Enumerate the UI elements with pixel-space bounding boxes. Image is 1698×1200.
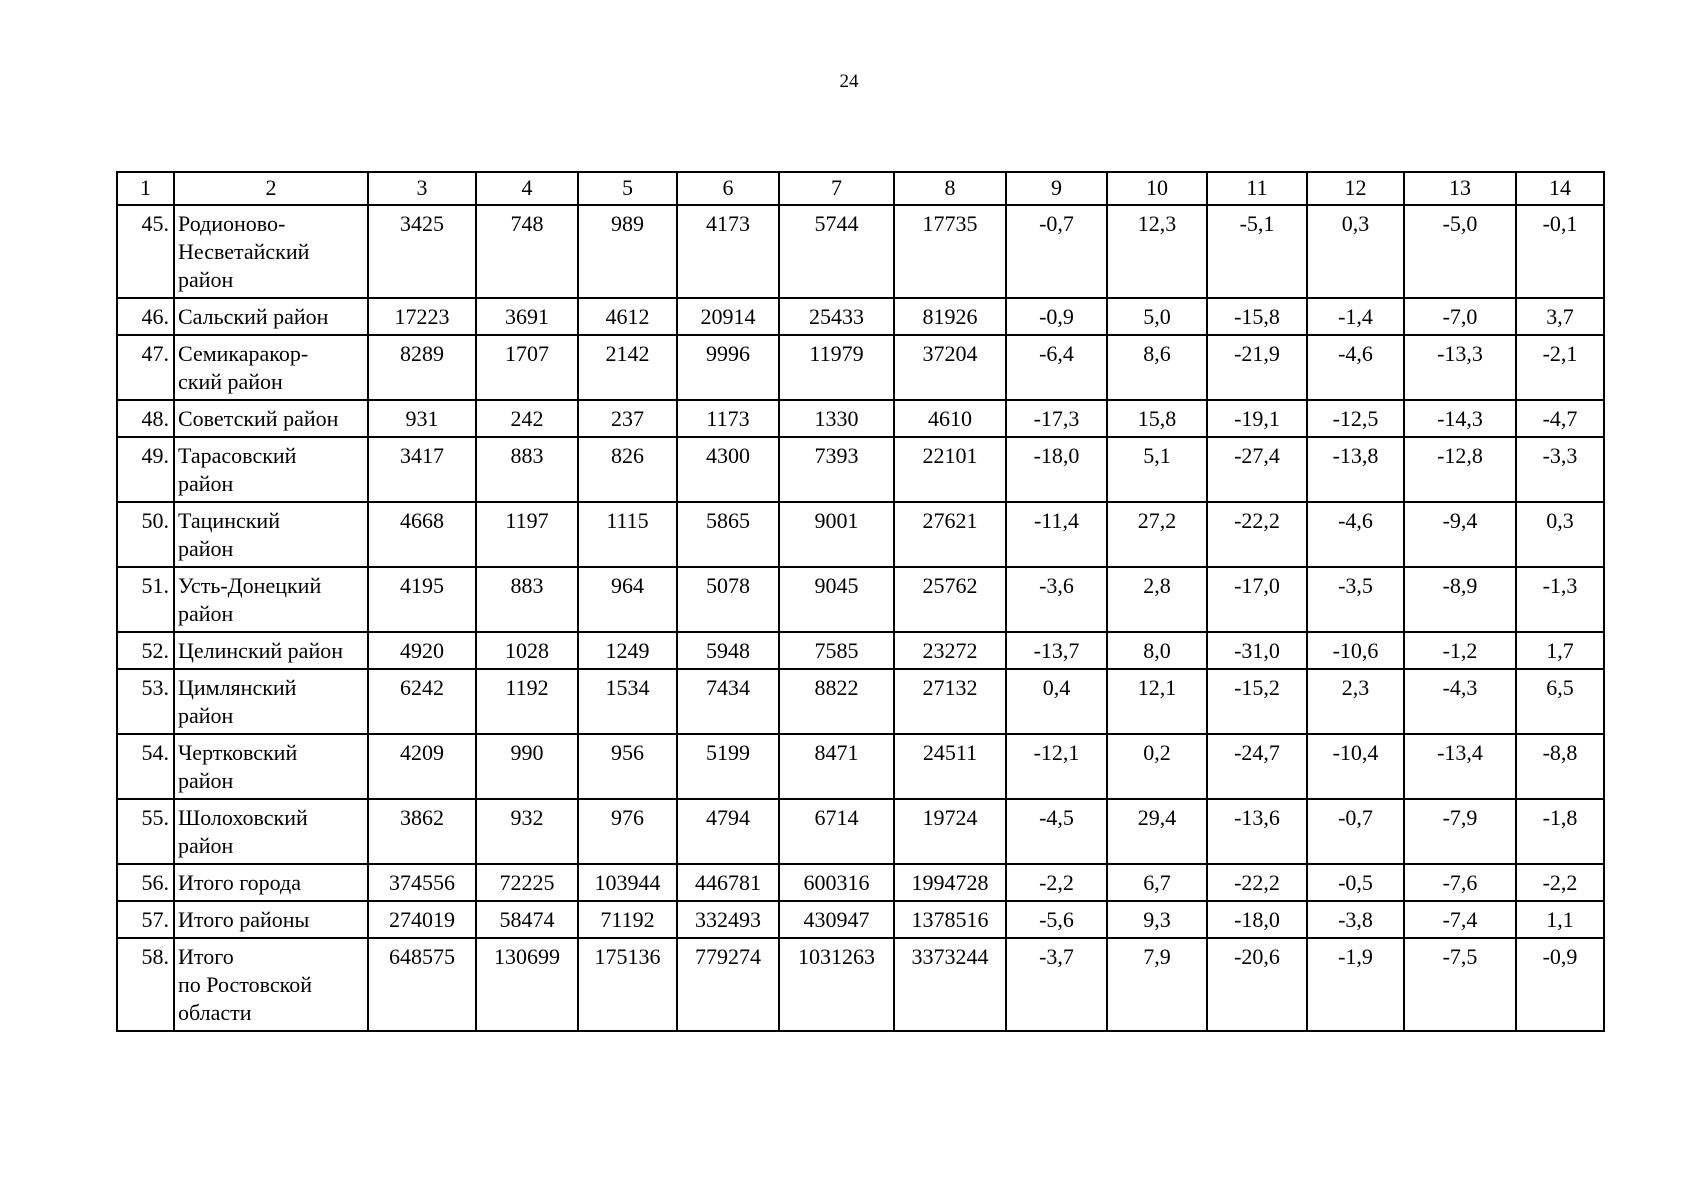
column-header: 14 <box>1516 172 1604 205</box>
value-cell: 1031263 <box>779 938 894 1031</box>
value-cell: 27132 <box>894 669 1006 734</box>
value-cell: 430947 <box>779 901 894 938</box>
value-cell: 1534 <box>578 669 677 734</box>
value-cell: -12,5 <box>1307 400 1404 437</box>
column-header: 5 <box>578 172 677 205</box>
value-cell: -21,9 <box>1207 335 1307 400</box>
value-cell: -5,1 <box>1207 205 1307 298</box>
value-cell: 103944 <box>578 864 677 901</box>
district-name-line: район <box>178 833 234 858</box>
value-cell: -10,6 <box>1307 632 1404 669</box>
value-cell: 11979 <box>779 335 894 400</box>
table-row <box>117 335 1604 400</box>
value-cell: -12,8 <box>1404 437 1516 502</box>
row-number: 55. <box>117 799 174 864</box>
value-cell: -7,4 <box>1404 901 1516 938</box>
district-name-line: Родионово- <box>178 211 286 236</box>
value-cell: 5078 <box>677 567 779 632</box>
district-name-line: район <box>178 471 234 496</box>
column-header: 7 <box>779 172 894 205</box>
value-cell: -13,3 <box>1404 335 1516 400</box>
row-number: 50. <box>117 502 174 567</box>
value-cell: 989 <box>578 205 677 298</box>
district-name-line: Чертковский <box>178 740 298 765</box>
value-cell: 0,4 <box>1006 669 1107 734</box>
district-name-line: Итого районы <box>178 907 310 932</box>
row-number: 57. <box>117 901 174 938</box>
district-name-line: по Ростовской <box>178 972 312 997</box>
value-cell: 4612 <box>578 298 677 335</box>
value-cell: -4,5 <box>1006 799 1107 864</box>
district-name-line: Тацинский <box>178 508 280 533</box>
value-cell: 1707 <box>476 335 578 400</box>
district-name-cell <box>174 567 368 632</box>
value-cell: 6,7 <box>1107 864 1207 901</box>
value-cell: 242 <box>476 400 578 437</box>
district-name-cell <box>174 298 368 335</box>
column-header: 11 <box>1207 172 1307 205</box>
value-cell: 446781 <box>677 864 779 901</box>
district-name-line: Усть-Донецкий <box>178 573 322 598</box>
value-cell: -3,6 <box>1006 567 1107 632</box>
value-cell: -24,7 <box>1207 734 1307 799</box>
value-cell: 6714 <box>779 799 894 864</box>
value-cell: 8,0 <box>1107 632 1207 669</box>
district-name-line: Тарасовский <box>178 443 297 468</box>
value-cell: 4209 <box>368 734 476 799</box>
value-cell: -1,9 <box>1307 938 1404 1031</box>
district-name-cell <box>174 437 368 502</box>
district-name-cell <box>174 205 368 298</box>
value-cell: -22,2 <box>1207 502 1307 567</box>
value-cell: -4,7 <box>1516 400 1604 437</box>
row-number: 45. <box>117 205 174 298</box>
value-cell: 883 <box>476 437 578 502</box>
column-header: 13 <box>1404 172 1516 205</box>
value-cell: 0,2 <box>1107 734 1207 799</box>
value-cell: 37204 <box>894 335 1006 400</box>
value-cell: 5948 <box>677 632 779 669</box>
value-cell: 648575 <box>368 938 476 1031</box>
value-cell: 175136 <box>578 938 677 1031</box>
value-cell: -2,1 <box>1516 335 1604 400</box>
district-name-line: район <box>178 267 234 292</box>
district-name-line: район <box>178 536 234 561</box>
value-cell: -0,9 <box>1516 938 1604 1031</box>
header-row <box>117 172 1604 205</box>
value-cell: 990 <box>476 734 578 799</box>
value-cell: 5,0 <box>1107 298 1207 335</box>
value-cell: 12,1 <box>1107 669 1207 734</box>
value-cell: 0,3 <box>1516 502 1604 567</box>
value-cell: -13,6 <box>1207 799 1307 864</box>
value-cell: -5,6 <box>1006 901 1107 938</box>
value-cell: -27,4 <box>1207 437 1307 502</box>
value-cell: -1,8 <box>1516 799 1604 864</box>
row-number: 48. <box>117 400 174 437</box>
value-cell: 274019 <box>368 901 476 938</box>
value-cell: 4794 <box>677 799 779 864</box>
value-cell: 6,5 <box>1516 669 1604 734</box>
value-cell: 2,8 <box>1107 567 1207 632</box>
column-header: 8 <box>894 172 1006 205</box>
district-name-cell <box>174 335 368 400</box>
value-cell: 1994728 <box>894 864 1006 901</box>
value-cell: 3373244 <box>894 938 1006 1031</box>
value-cell: -0,7 <box>1006 205 1107 298</box>
value-cell: 7,9 <box>1107 938 1207 1031</box>
value-cell: 3417 <box>368 437 476 502</box>
value-cell: 976 <box>578 799 677 864</box>
value-cell: 27,2 <box>1107 502 1207 567</box>
value-cell: -3,5 <box>1307 567 1404 632</box>
value-cell: -8,9 <box>1404 567 1516 632</box>
row-number: 49. <box>117 437 174 502</box>
value-cell: -3,3 <box>1516 437 1604 502</box>
value-cell: 956 <box>578 734 677 799</box>
value-cell: 9996 <box>677 335 779 400</box>
table-row <box>117 864 1604 901</box>
value-cell: 2,3 <box>1307 669 1404 734</box>
value-cell: -4,3 <box>1404 669 1516 734</box>
value-cell: 12,3 <box>1107 205 1207 298</box>
row-number: 47. <box>117 335 174 400</box>
district-name-line: Целинский район <box>178 638 343 663</box>
value-cell: 9045 <box>779 567 894 632</box>
row-number: 46. <box>117 298 174 335</box>
value-cell: -15,8 <box>1207 298 1307 335</box>
value-cell: 20914 <box>677 298 779 335</box>
value-cell: 1,7 <box>1516 632 1604 669</box>
district-name-line: район <box>178 703 234 728</box>
value-cell: 58474 <box>476 901 578 938</box>
value-cell: -17,0 <box>1207 567 1307 632</box>
value-cell: -7,5 <box>1404 938 1516 1031</box>
table-row <box>117 502 1604 567</box>
column-header: 12 <box>1307 172 1404 205</box>
value-cell: 931 <box>368 400 476 437</box>
value-cell: 1,1 <box>1516 901 1604 938</box>
value-cell: 8289 <box>368 335 476 400</box>
value-cell: -8,8 <box>1516 734 1604 799</box>
value-cell: 600316 <box>779 864 894 901</box>
value-cell: 8,6 <box>1107 335 1207 400</box>
district-name-cell <box>174 400 368 437</box>
district-name-line: Несветайский <box>178 239 310 264</box>
value-cell: 332493 <box>677 901 779 938</box>
district-name-line: ский район <box>178 369 283 394</box>
table-row <box>117 632 1604 669</box>
value-cell: 964 <box>578 567 677 632</box>
value-cell: 374556 <box>368 864 476 901</box>
value-cell: 1249 <box>578 632 677 669</box>
value-cell: 1378516 <box>894 901 1006 938</box>
district-name-cell <box>174 632 368 669</box>
value-cell: 4195 <box>368 567 476 632</box>
table-row <box>117 298 1604 335</box>
value-cell: 25762 <box>894 567 1006 632</box>
district-name-line: Цимлянский <box>178 675 297 700</box>
column-header: 6 <box>677 172 779 205</box>
district-name-line: области <box>178 1000 252 1025</box>
value-cell: 8471 <box>779 734 894 799</box>
value-cell: 5199 <box>677 734 779 799</box>
value-cell: 2142 <box>578 335 677 400</box>
value-cell: 3862 <box>368 799 476 864</box>
value-cell: 71192 <box>578 901 677 938</box>
value-cell: -1,4 <box>1307 298 1404 335</box>
table-row <box>117 734 1604 799</box>
value-cell: 4300 <box>677 437 779 502</box>
row-number: 54. <box>117 734 174 799</box>
value-cell: 81926 <box>894 298 1006 335</box>
value-cell: 22101 <box>894 437 1006 502</box>
column-header: 4 <box>476 172 578 205</box>
value-cell: 23272 <box>894 632 1006 669</box>
value-cell: -2,2 <box>1006 864 1107 901</box>
value-cell: 7393 <box>779 437 894 502</box>
value-cell: 4610 <box>894 400 1006 437</box>
value-cell: -15,2 <box>1207 669 1307 734</box>
value-cell: -13,4 <box>1404 734 1516 799</box>
value-cell: -22,2 <box>1207 864 1307 901</box>
value-cell: -18,0 <box>1006 437 1107 502</box>
district-name-line: Советский район <box>178 406 339 431</box>
value-cell: 1330 <box>779 400 894 437</box>
table-row <box>117 567 1604 632</box>
value-cell: -4,6 <box>1307 502 1404 567</box>
value-cell: 5865 <box>677 502 779 567</box>
value-cell: 8822 <box>779 669 894 734</box>
value-cell: -12,1 <box>1006 734 1107 799</box>
value-cell: -14,3 <box>1404 400 1516 437</box>
row-number: 52. <box>117 632 174 669</box>
value-cell: 3691 <box>476 298 578 335</box>
column-header: 9 <box>1006 172 1107 205</box>
value-cell: 1197 <box>476 502 578 567</box>
district-name-line: Шолоховский <box>178 805 308 830</box>
value-cell: -31,0 <box>1207 632 1307 669</box>
value-cell: -0,1 <box>1516 205 1604 298</box>
value-cell: -7,6 <box>1404 864 1516 901</box>
column-header: 3 <box>368 172 476 205</box>
value-cell: 4920 <box>368 632 476 669</box>
column-header: 10 <box>1107 172 1207 205</box>
value-cell: 29,4 <box>1107 799 1207 864</box>
value-cell: 6242 <box>368 669 476 734</box>
district-name-line: район <box>178 768 234 793</box>
value-cell: -5,0 <box>1404 205 1516 298</box>
value-cell: 130699 <box>476 938 578 1031</box>
district-name-cell <box>174 734 368 799</box>
value-cell: -3,8 <box>1307 901 1404 938</box>
value-cell: -9,4 <box>1404 502 1516 567</box>
row-number: 53. <box>117 669 174 734</box>
value-cell: 1028 <box>476 632 578 669</box>
value-cell: 237 <box>578 400 677 437</box>
table-body <box>117 205 1604 1031</box>
district-name-cell <box>174 864 368 901</box>
table-row <box>117 205 1604 298</box>
value-cell: -19,1 <box>1207 400 1307 437</box>
value-cell: -1,3 <box>1516 567 1604 632</box>
value-cell: 0,3 <box>1307 205 1404 298</box>
value-cell: -0,5 <box>1307 864 1404 901</box>
value-cell: -6,4 <box>1006 335 1107 400</box>
table-row <box>117 901 1604 938</box>
district-name-cell <box>174 799 368 864</box>
table-row <box>117 400 1604 437</box>
district-name-line: район <box>178 601 234 626</box>
value-cell: -7,0 <box>1404 298 1516 335</box>
value-cell: -20,6 <box>1207 938 1307 1031</box>
value-cell: 9001 <box>779 502 894 567</box>
value-cell: 5,1 <box>1107 437 1207 502</box>
value-cell: -10,4 <box>1307 734 1404 799</box>
value-cell: 1192 <box>476 669 578 734</box>
value-cell: -11,4 <box>1006 502 1107 567</box>
value-cell: 779274 <box>677 938 779 1031</box>
value-cell: 3425 <box>368 205 476 298</box>
row-number: 58. <box>117 938 174 1031</box>
district-name-line: Сальский район <box>178 304 329 329</box>
table-row <box>117 938 1604 1031</box>
district-name-line: Итого <box>178 944 234 969</box>
district-name-cell <box>174 669 368 734</box>
value-cell: 1115 <box>578 502 677 567</box>
district-name-cell <box>174 502 368 567</box>
district-name-cell <box>174 938 368 1031</box>
value-cell: 72225 <box>476 864 578 901</box>
row-number: 56. <box>117 864 174 901</box>
value-cell: 9,3 <box>1107 901 1207 938</box>
value-cell: 932 <box>476 799 578 864</box>
value-cell: 748 <box>476 205 578 298</box>
column-header: 1 <box>117 172 174 205</box>
value-cell: -0,7 <box>1307 799 1404 864</box>
value-cell: 24511 <box>894 734 1006 799</box>
value-cell: -17,3 <box>1006 400 1107 437</box>
value-cell: 17735 <box>894 205 1006 298</box>
value-cell: -0,9 <box>1006 298 1107 335</box>
value-cell: 3,7 <box>1516 298 1604 335</box>
value-cell: 15,8 <box>1107 400 1207 437</box>
value-cell: -3,7 <box>1006 938 1107 1031</box>
district-name-cell <box>174 901 368 938</box>
row-number: 51. <box>117 567 174 632</box>
value-cell: 1173 <box>677 400 779 437</box>
column-header: 2 <box>174 172 368 205</box>
table-row <box>117 669 1604 734</box>
value-cell: 4668 <box>368 502 476 567</box>
value-cell: -13,7 <box>1006 632 1107 669</box>
value-cell: 25433 <box>779 298 894 335</box>
value-cell: -2,2 <box>1516 864 1604 901</box>
table-row <box>117 437 1604 502</box>
value-cell: -7,9 <box>1404 799 1516 864</box>
value-cell: 5744 <box>779 205 894 298</box>
value-cell: 826 <box>578 437 677 502</box>
value-cell: 883 <box>476 567 578 632</box>
page-number: 24 <box>839 71 859 92</box>
data-table <box>116 171 1605 1032</box>
value-cell: 27621 <box>894 502 1006 567</box>
value-cell: -18,0 <box>1207 901 1307 938</box>
value-cell: -4,6 <box>1307 335 1404 400</box>
value-cell: 7585 <box>779 632 894 669</box>
value-cell: -1,2 <box>1404 632 1516 669</box>
value-cell: -13,8 <box>1307 437 1404 502</box>
value-cell: 19724 <box>894 799 1006 864</box>
value-cell: 4173 <box>677 205 779 298</box>
value-cell: 7434 <box>677 669 779 734</box>
district-name-line: Итого города <box>178 870 301 895</box>
value-cell: 17223 <box>368 298 476 335</box>
district-name-line: Семикаракор- <box>178 341 309 366</box>
table-row <box>117 799 1604 864</box>
